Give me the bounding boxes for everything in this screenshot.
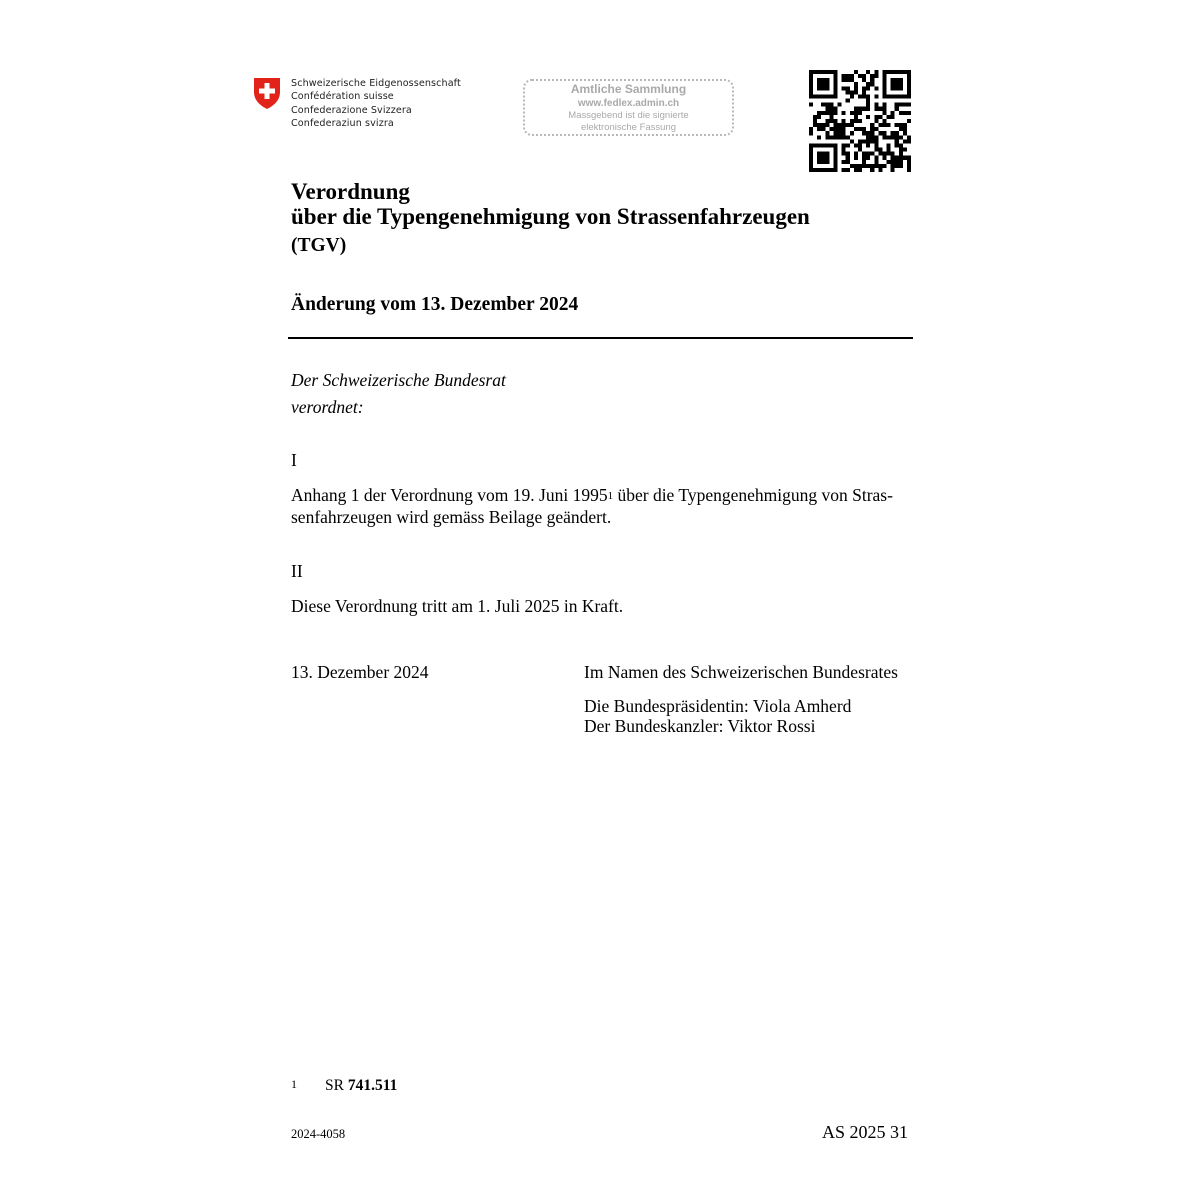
title-abbreviation: (TGV) <box>291 235 347 256</box>
amendment-date: Änderung vom 13. Dezember 2024 <box>291 294 579 315</box>
title-divider <box>288 337 913 339</box>
chancellor-line: Der Bundeskanzler: Viktor Rossi <box>584 716 816 736</box>
qr-code-icon <box>809 70 911 172</box>
title-line-2: über die Typengenehmigung von Strassenfahrzeugen <box>291 204 810 229</box>
document-number: 2024-4058 <box>291 1127 346 1141</box>
footnote <box>291 1077 397 1095</box>
signature-block <box>584 662 898 737</box>
on-behalf-line: Im Namen des Schweizerischen Bundesrates <box>584 662 898 682</box>
confederation-names <box>291 77 461 131</box>
preamble <box>291 367 506 421</box>
stamp-title: Amtliche Sammlung <box>570 82 687 96</box>
document-title <box>291 179 810 258</box>
footnote-sr-ref[interactable]: 741.511 <box>347 1077 398 1094</box>
section-numeral-1: I <box>291 450 297 470</box>
official-collection-ref: AS 2025 31 <box>821 1122 908 1142</box>
section-1-text-a: Anhang 1 der Verordnung vom 19. Juni 1995 <box>291 485 608 505</box>
confederation-rm: Confederaziun svizra <box>291 118 394 130</box>
confederation-fr: Confédération suisse <box>291 91 394 103</box>
stamp-url: www.fedlex.admin.ch <box>577 98 680 109</box>
preamble-verb: verordnet: <box>291 397 364 417</box>
signature-date: 13. Dezember 2024 <box>291 662 429 682</box>
stamp-note-1: Massgebend ist die signierte <box>568 110 689 121</box>
section-text-1 <box>291 484 911 528</box>
president-line: Die Bundespräsidentin: Viola Amherd <box>584 695 852 716</box>
section-1-text-b: über die Typengenehmigung von Stras- <box>613 485 893 505</box>
official-collection-stamp <box>523 79 734 136</box>
section-numeral-2: II <box>291 561 303 581</box>
section-1-text-c: senfahrzeugen wird gemäss Beilage geändert. <box>291 507 612 527</box>
footnote-marker[interactable]: 1 <box>607 490 614 502</box>
confederation-it: Confederazione Svizzera <box>291 104 412 116</box>
preamble-authority: Der Schweizerische Bundesrat <box>291 370 506 390</box>
title-line-1: Verordnung <box>291 179 410 204</box>
swiss-cross-shield-icon <box>252 76 282 110</box>
confederation-de: Schweizerische Eidgenossenschaft <box>291 78 461 89</box>
stamp-note-2: elektronische Fassung <box>580 121 677 133</box>
section-text-2: Diese Verordnung tritt am 1. Juli 2025 in Kraft. <box>291 596 624 616</box>
footnote-number: 1 <box>291 1077 297 1091</box>
footnote-prefix: SR <box>325 1077 344 1094</box>
